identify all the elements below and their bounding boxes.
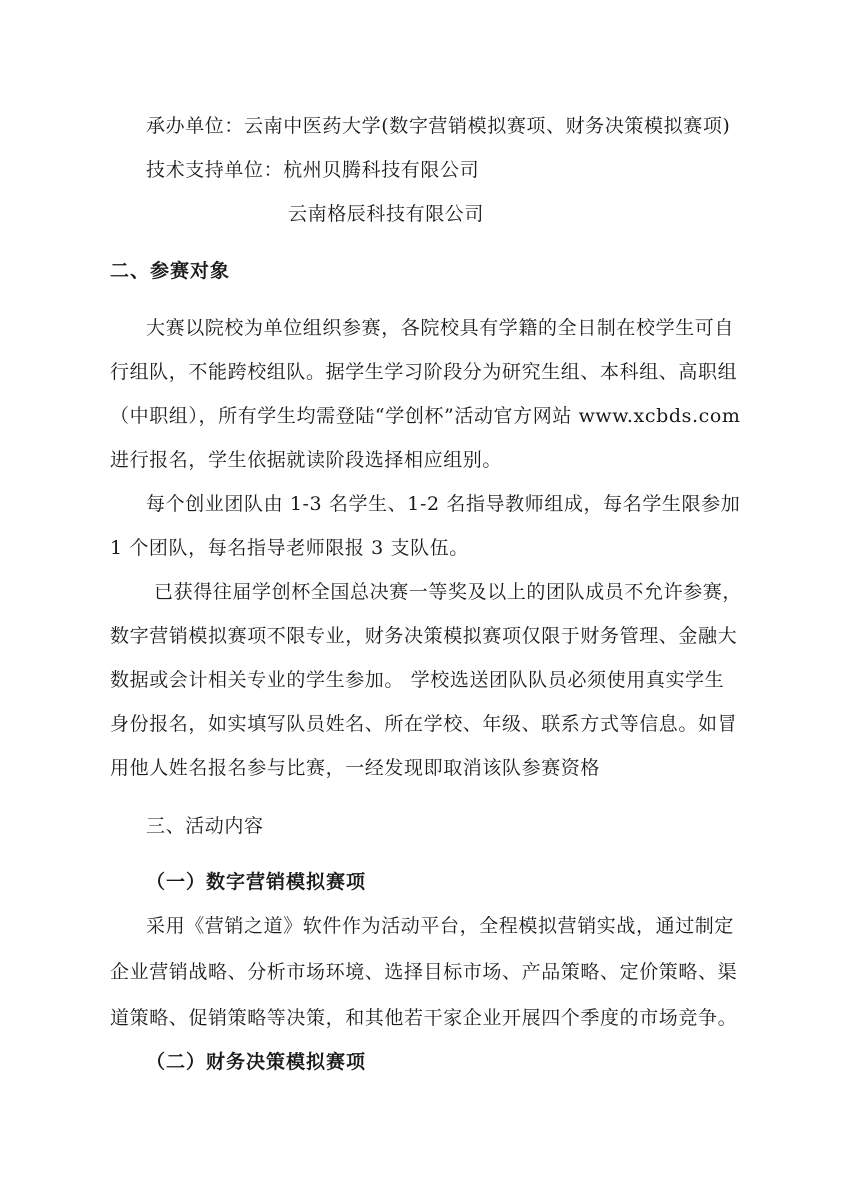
paragraph-line: 数据或会计相关专业的学生参加。 学校选送团队队员必须使用真实学生 [110,669,725,691]
paragraph-line: （中职组），所有学生均需登陆“学创杯”活动官方网站 www.xcbds.com [110,405,741,427]
host-unit-line: 承办单位：云南中医药大学(数字营销模拟赛项、财务决策模拟赛项) [146,115,731,137]
paragraph-line: 身份报名，如实填写队员姓名、所在学校、年级、联系方式等信息。如冒 [110,713,738,735]
paragraph-line: 每个创业团队由 1-3 名学生、1-2 名指导教师组成，每名学生限参加 [146,493,741,515]
paragraph-line: 行组队，不能跨校组队。据学生学习阶段分为研究生组、本科组、高职组 [110,361,738,383]
paragraph-line: 道策略、促销策略等决策，和其他若干家企业开展四个季度的市场竞争。 [110,1007,738,1029]
tech-support-second-line: 云南格辰科技有限公司 [288,203,485,225]
paragraph-line: 已获得往届学创杯全国总决赛一等奖及以上的团队成员不允许参赛， [154,581,743,603]
paragraph-line: 进行报名，学生依据就读阶段选择相应组别。 [110,449,503,471]
paragraph-line: 企业营销战略、分析市场环境、选择目标市场、产品策略、定价策略、渠 [110,961,738,983]
subsection-2-heading: （二）财务决策模拟赛项 [146,1051,367,1073]
paragraph-line: 用他人姓名报名参与比赛，一经发现即取消该队参赛资格 [110,757,601,779]
section-3-heading: 三、活动内容 [146,815,264,837]
paragraph-line: 采用《营销之道》软件作为活动平台，全程模拟营销实战，通过制定 [146,915,735,937]
paragraph-line: 1 个团队，每名指导老师限报 3 支队伍。 [110,537,469,559]
paragraph-line: 数字营销模拟赛项不限专业，财务决策模拟赛项仅限于财务管理、金融大 [110,625,738,647]
section-2-heading: 二、参赛对象 [110,260,231,282]
paragraph-line: 大赛以院校为单位组织参赛，各院校具有学籍的全日制在校学生可自 [146,317,735,339]
tech-support-line: 技术支持单位：杭州贝腾科技有限公司 [146,159,480,181]
subsection-1-heading: （一）数字营销模拟赛项 [146,871,367,893]
